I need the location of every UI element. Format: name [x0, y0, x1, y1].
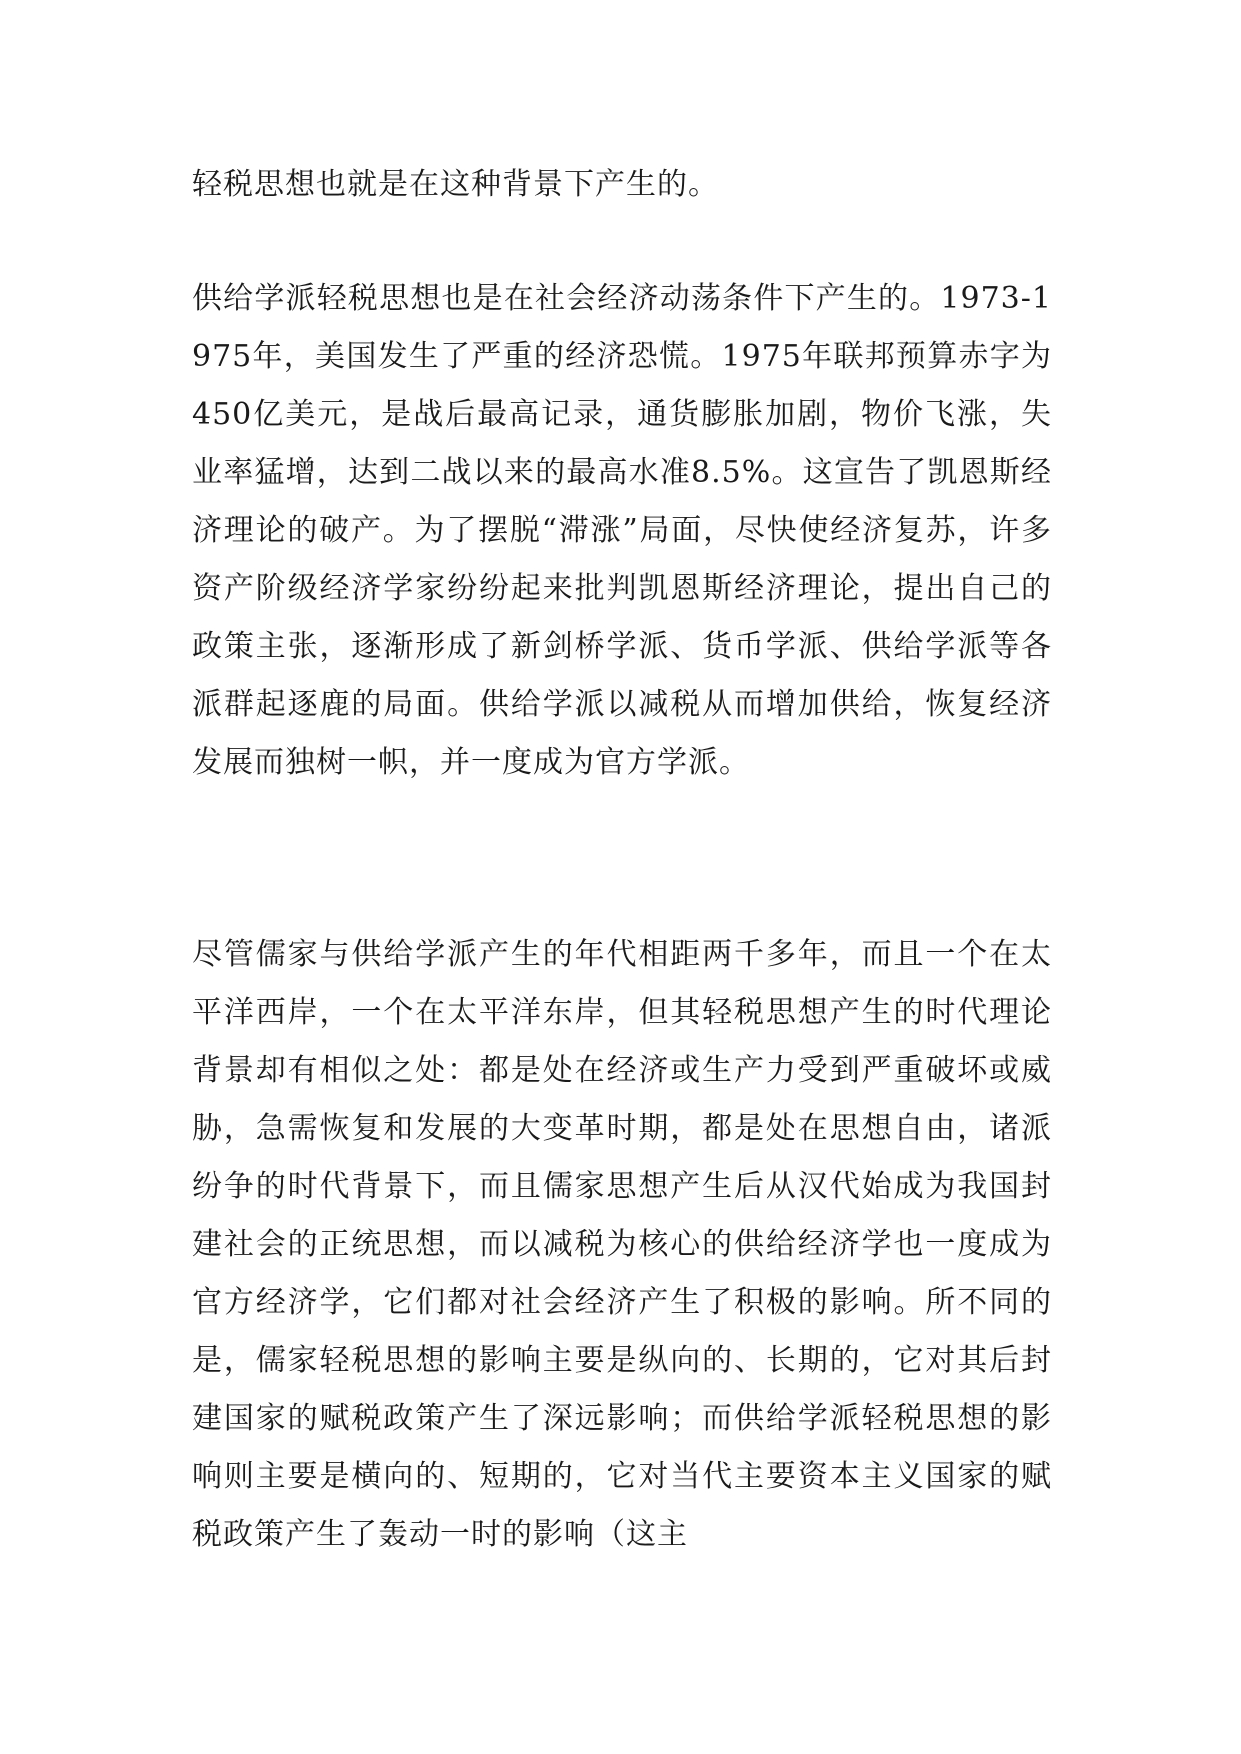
paragraph-3: 尽管儒家与供给学派产生的年代相距两千多年，而且一个在太平洋西岸，一个在太平洋东岸，但其轻税思想产生的时代理论背景却有相似之处：都是处在经济或生产力受到严重破坏或威胁，急需恢复和发展的大变革时期，都是处在思想自由，诸派纷争的时代背景下，而且儒家思想产生后从汉代始成为我国封建社会的正统思想，而以减税为核心的供给经济学也一度成为官方经济学，它们都对社会经济产生了积极的影响。所不同的是，儒家轻税思想的影响主要是纵向的、长期的，它对其后封建国家的赋税政策产生了深远影响；而供给学派轻税思想的影响则主要是横向的、短期的，它对当代主要资本主义国家的赋税政策产生了轰动一时的影响（这主 — [192, 937, 1052, 1552]
paragraph-2: 供给学派轻税思想也是在社会经济动荡条件下产生的。1973-1975年，美国发生了严重的经济恐慌。1975年联邦预算赤字为450亿美元，是战后最高记录，通货膨胀加剧，物价飞涨，失业率猛增，达到二战以来的最高水准8.5%。这宣告了凯恩斯经济理论的破产。为了摆脱“滞涨”局面，尽快使经济复苏，许多资产阶级经济学家纷纷起来批判凯恩斯经济理论，提出自己的政策主张，逐渐形成了新剑桥学派、货币学派、供给学派等各派群起逐鹿的局面。供给学派以减税从而增加供给，恢复经济发展而独树一帜，并一度成为官方学派。 — [192, 281, 1052, 780]
paragraph-1: 轻税思想也就是在这种背景下产生的。 — [192, 167, 719, 202]
